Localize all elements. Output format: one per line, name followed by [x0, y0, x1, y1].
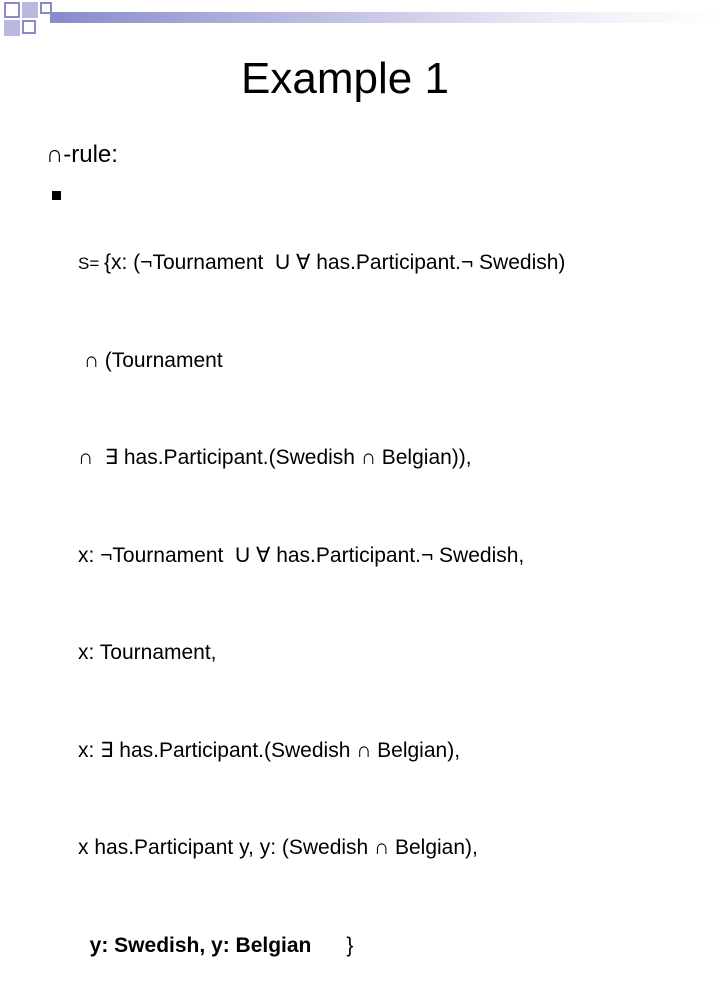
set-label: S=	[78, 254, 104, 273]
slide-title: Example 1	[241, 54, 449, 103]
decor-square	[22, 20, 36, 34]
derivation-line-6	[78, 735, 565, 768]
derivation-line-1	[78, 247, 565, 280]
line-text-bold: y: Swedish, y: Belgian	[78, 933, 312, 957]
line-text: {x: (¬Tournament U ∀ has.Participant.¬ Swedish)	[104, 251, 566, 274]
derivation-line-8	[78, 930, 565, 963]
line-text: x: ∃ has.Participant.(Swedish ∩ Belgian),	[78, 738, 461, 762]
line-text: x: Tournament,	[78, 641, 217, 664]
decor-gradient-bar	[50, 12, 720, 23]
bullet-icon	[52, 191, 61, 200]
line-text: x has.Participant y, y: (Swedish ∩ Belgian),	[78, 836, 478, 859]
derivation-line-2	[78, 345, 565, 378]
derivation-line-3	[78, 442, 565, 475]
decor-square	[22, 2, 38, 18]
rule-heading: ∩-rule:	[46, 141, 118, 168]
line-text: x: ¬Tournament U ∀ has.Participant.¬ Swedish,	[78, 543, 525, 567]
line-text: ∩ ∃ has.Participant.(Swedish ∩ Belgian)),	[78, 446, 472, 469]
derivation-line-5	[78, 637, 565, 670]
header-decoration	[0, 0, 720, 40]
line-text: }	[311, 933, 354, 957]
decor-square	[4, 2, 20, 18]
derivation-body	[78, 182, 565, 995]
decor-square	[4, 20, 20, 36]
derivation-line-4	[78, 540, 565, 573]
line-text: ∩ (Tournament	[78, 348, 223, 372]
derivation-line-7	[78, 832, 565, 865]
